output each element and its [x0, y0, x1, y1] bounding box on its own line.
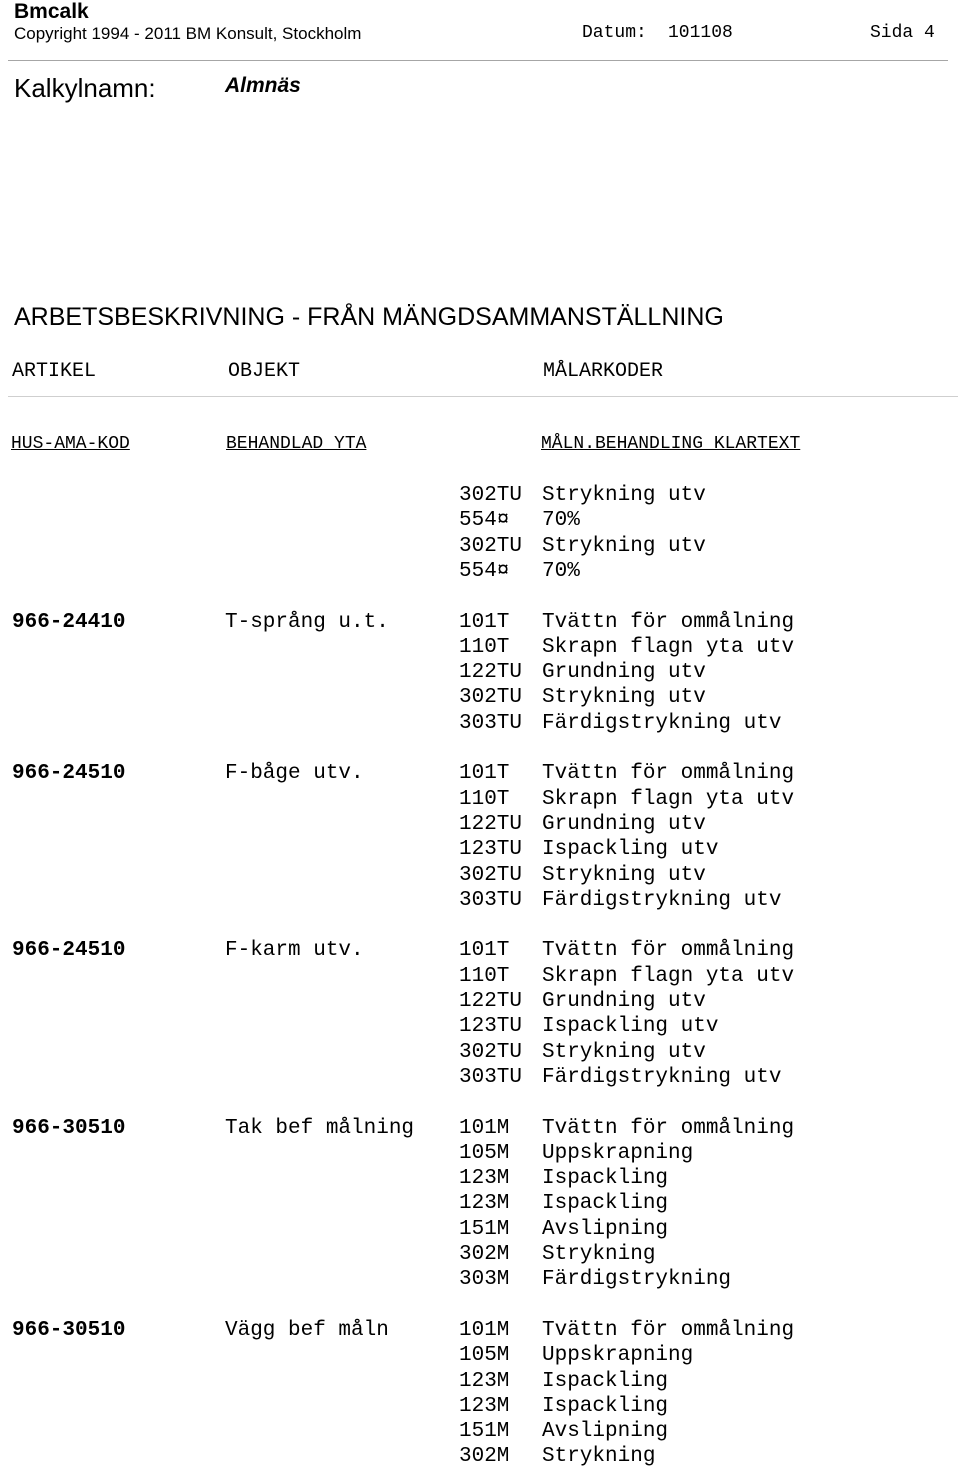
- page-number: Sida 4: [870, 23, 935, 43]
- treatment-text: Grundning utv: [542, 812, 706, 836]
- painter-code: 110T: [459, 635, 510, 659]
- painter-code: 123M: [459, 1369, 510, 1393]
- treated-surface: Tak bef målning: [225, 1116, 415, 1140]
- painter-code: 101T: [459, 610, 510, 634]
- painter-code: 303TU: [459, 888, 523, 912]
- painter-code: 302TU: [459, 863, 523, 887]
- painter-code: 302TU: [459, 686, 523, 710]
- column-header-objekt: OBJEKT: [228, 360, 301, 383]
- treatment-text: Färdigstrykning utv: [542, 711, 782, 735]
- header-divider: [8, 60, 948, 61]
- painter-code: 303TU: [459, 1065, 523, 1089]
- treatment-text: Grundning utv: [542, 990, 706, 1013]
- date-value: 101108: [668, 23, 733, 43]
- treatment-text: Ispackling utv: [542, 1015, 719, 1039]
- treatment-text: Tvättn för ommålning: [542, 762, 795, 786]
- painter-code: 122TU: [459, 812, 523, 836]
- treatment-text: Tvättn för ommålning: [542, 1116, 795, 1140]
- treatment-text: Ispackling: [542, 1167, 669, 1191]
- treatment-text: Avslipning: [542, 1420, 669, 1444]
- painter-code: 302TU: [459, 1040, 523, 1064]
- treatment-text: Strykning utv: [542, 863, 706, 887]
- treatment-text: Färdigstrykning utv: [542, 888, 782, 912]
- column-header-malarkoder: MÅLARKODER: [543, 360, 664, 383]
- treatment-text: Färdigstrykning utv: [542, 1065, 782, 1089]
- painter-code: 105M: [459, 1141, 510, 1165]
- page-title: ARBETSBESKRIVNING - FRÅN MÄNGDSAMMANSTÄLLNING: [14, 303, 724, 331]
- painter-code: 122TU: [459, 990, 523, 1013]
- treated-surface: Vägg bef måln: [225, 1318, 389, 1342]
- painter-code: 303TU: [459, 711, 523, 735]
- treatment-text: Ispackling: [542, 1394, 669, 1418]
- app-name: Bmcalk: [14, 0, 89, 23]
- painter-code: 101M: [459, 1116, 510, 1140]
- treatment-text: Tvättn för ommålning: [542, 939, 795, 963]
- calc-name-label: Kalkylnamn:: [14, 73, 156, 103]
- treatment-text: Skrapn flagn yta utv: [542, 787, 795, 811]
- subheader-behandlad-yta: BEHANDLAD YTA: [226, 434, 367, 454]
- painter-code: 302M: [459, 1445, 510, 1469]
- painter-code: 123M: [459, 1394, 510, 1418]
- painter-code: 554¤: [459, 509, 510, 533]
- painter-code: 123TU: [459, 838, 523, 862]
- hus-ama-code: 966-24510: [12, 762, 126, 786]
- hus-ama-code: 966-24510: [12, 939, 126, 963]
- painter-code: 123M: [459, 1192, 510, 1216]
- painter-code: 101M: [459, 1318, 510, 1342]
- treatment-text: Strykning: [542, 1445, 656, 1469]
- calc-name-value: Almnäs: [225, 74, 301, 97]
- treatment-text: Uppskrapning: [542, 1141, 694, 1165]
- treatment-text: Ispackling: [542, 1192, 669, 1216]
- treatment-text: Skrapn flagn yta utv: [542, 964, 795, 988]
- date-label: Datum:: [582, 23, 647, 43]
- treatment-text: Tvättn för ommålning: [542, 1318, 795, 1342]
- treated-surface: F-karm utv.: [225, 939, 364, 963]
- treatment-text: Ispackling utv: [542, 838, 719, 862]
- painter-code: 105M: [459, 1344, 510, 1368]
- treatment-text: Grundning utv: [542, 661, 706, 685]
- treatment-text: Ispackling: [542, 1369, 669, 1393]
- treated-surface: T-språng u.t.: [225, 610, 389, 634]
- treated-surface: F-båge utv.: [225, 762, 364, 786]
- subheader-maln-behandling: MÅLN.BEHANDLING KLARTEXT: [541, 434, 801, 454]
- column-divider: [8, 396, 958, 397]
- hus-ama-code: 966-24410: [12, 610, 126, 634]
- hus-ama-code: 966-30510: [12, 1116, 126, 1140]
- painter-code: 302TU: [459, 484, 523, 507]
- treatment-text: Strykning utv: [542, 484, 706, 507]
- treatment-text: Avslipning: [542, 1217, 669, 1241]
- hus-ama-code: 966-30510: [12, 1318, 126, 1342]
- painter-code: 151M: [459, 1420, 510, 1444]
- treatment-text: Strykning utv: [542, 534, 706, 558]
- painter-code: 554¤: [459, 559, 510, 583]
- painter-code: 151M: [459, 1217, 510, 1241]
- copyright-text: Copyright 1994 - 2011 BM Konsult, Stockholm: [14, 24, 362, 43]
- painter-code: 101T: [459, 762, 510, 786]
- painter-code: 101T: [459, 939, 510, 963]
- treatment-text: Strykning utv: [542, 1040, 706, 1064]
- painter-code: 123TU: [459, 1015, 523, 1039]
- painter-code: 110T: [459, 787, 510, 811]
- subheader-hus-ama-kod: HUS-AMA-KOD: [11, 434, 130, 454]
- painter-code: 122TU: [459, 661, 523, 685]
- painter-code: 123M: [459, 1167, 510, 1191]
- painter-code: 110T: [459, 964, 510, 988]
- treatment-text: 70%: [542, 559, 580, 583]
- painter-code: 303M: [459, 1268, 510, 1292]
- painter-code: 302TU: [459, 534, 523, 558]
- treatment-text: Uppskrapning: [542, 1344, 694, 1368]
- painter-code: 302M: [459, 1243, 510, 1266]
- treatment-text: Tvättn för ommålning: [542, 610, 795, 634]
- treatment-text: Strykning utv: [542, 686, 706, 710]
- treatment-text: Färdigstrykning: [542, 1268, 732, 1292]
- treatment-text: Strykning: [542, 1243, 656, 1266]
- column-header-artikel: ARTIKEL: [12, 360, 97, 383]
- treatment-text: Skrapn flagn yta utv: [542, 635, 795, 659]
- treatment-text: 70%: [542, 509, 580, 533]
